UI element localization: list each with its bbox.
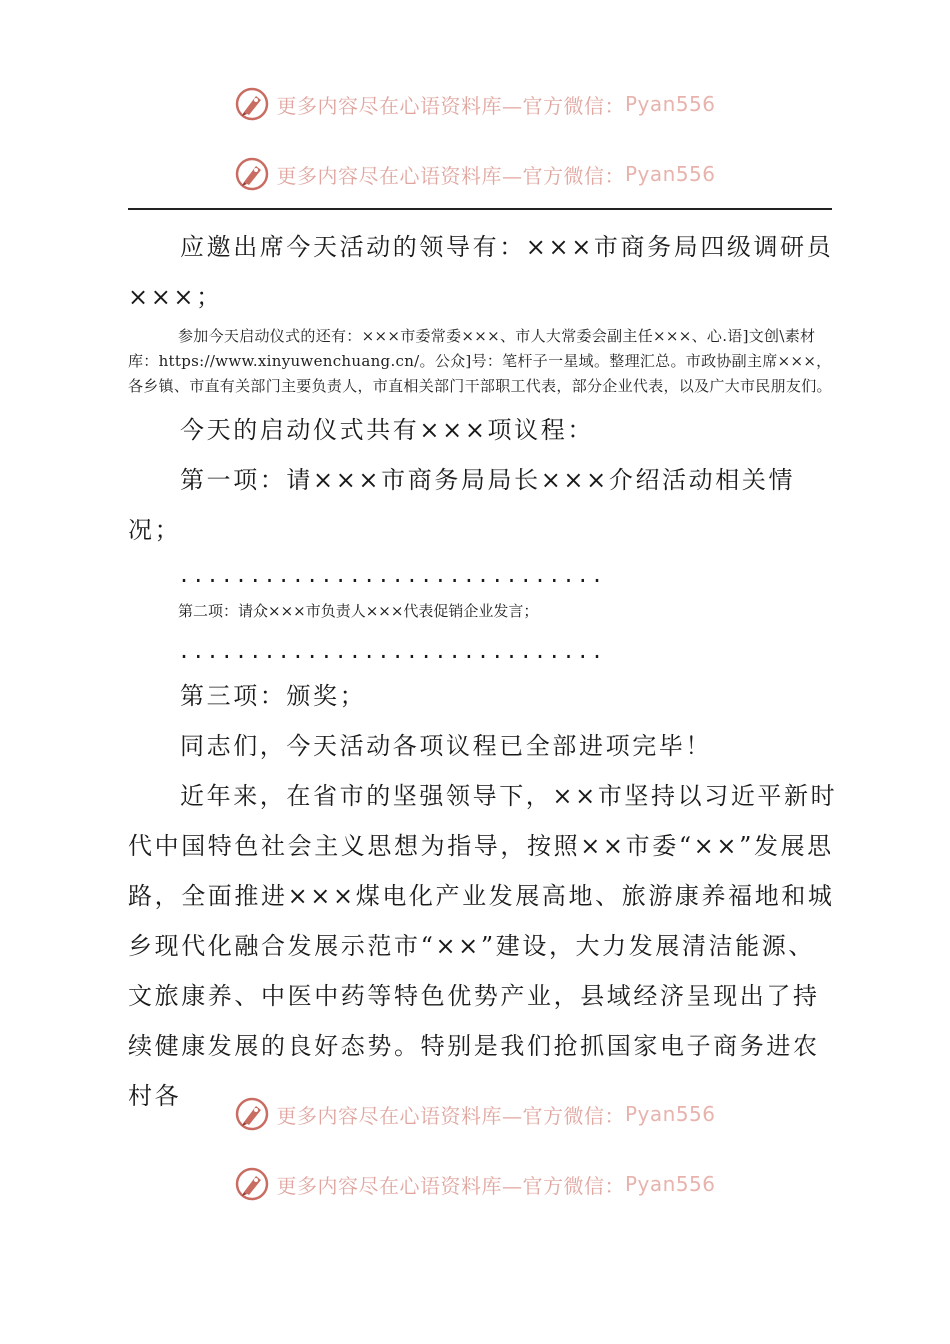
watermark-banner-4 [0, 1164, 950, 1204]
paragraph-development: 近年来，在省市的坚强领导下，××市坚持以习近平新时代中国特色社会主义思想为指导，按照××市委“××”发展思路，全面推进×××煤电化产业发展高地、旅游康养福地和城乡现代化融合发展示范市“××”建设，大力发展清洁能源、文旅康养、中医中药等特色优势产业，县域经济呈现出了持续健康发展的良好态势。特别是我们抢抓国家电子商务进农村各 [128, 782, 838, 1110]
watermark-banner-1 [0, 84, 950, 124]
pen-nib-logo-icon [234, 86, 270, 122]
agenda-item-1: 第一项：请×××市商务局局长×××介绍活动相关情况； [128, 466, 796, 544]
ellipsis-line: .............................. [178, 639, 606, 663]
paragraph-attending-leaders: 应邀出席今天活动的领导有：×××市商务局四级调研员×××； [128, 233, 834, 311]
agenda-item-3: 第三项：颁奖； [180, 682, 367, 710]
watermark-wechat: Pyan556 [624, 92, 716, 116]
pen-nib-logo-icon [234, 1096, 270, 1132]
watermark-text: 更多内容尽在心语资料库—官方微信： [276, 163, 625, 188]
pen-nib-logo-icon [234, 156, 270, 192]
paragraph-agenda-intro: 今天的启动仪式共有×××项议程： [180, 416, 594, 444]
watermark-wechat: Pyan556 [624, 1102, 716, 1126]
paragraph-agenda-complete: 同志们，今天活动各项议程已全部进项完毕！ [180, 732, 712, 760]
watermark-text: 更多内容尽在心语资料库—官方微信： [276, 1173, 625, 1198]
watermark-wechat: Pyan556 [624, 162, 716, 186]
pen-nib-logo-icon [234, 1166, 270, 1202]
ellipsis-line: .............................. [178, 563, 606, 587]
document-body [128, 222, 838, 1121]
header-divider [128, 208, 832, 210]
watermark-text: 更多内容尽在心语资料库—官方微信： [276, 93, 625, 118]
watermark-wechat: Pyan556 [624, 1172, 716, 1196]
paragraph-attendees: 参加今天启动仪式的还有：×××市委常委×××、市人大常委会副主任×××、心.语]文创\素材库：https://www.xinyuwenchuang.cn/。公众]号：笔杆子一星域。整理汇总。市政协副主席×××，各乡镇、市直有关部门主要负责人，市直相关部门干部职工代表，部分企业代表，以及广大市民朋友们。 [128, 327, 832, 395]
watermark-banner-3 [0, 1094, 950, 1134]
watermark-text: 更多内容尽在心语资料库—官方微信： [276, 1103, 625, 1128]
agenda-item-2: 第二项：请众×××市负责人×××代表促销企业发言； [178, 602, 539, 620]
watermark-banner-2 [0, 154, 950, 194]
